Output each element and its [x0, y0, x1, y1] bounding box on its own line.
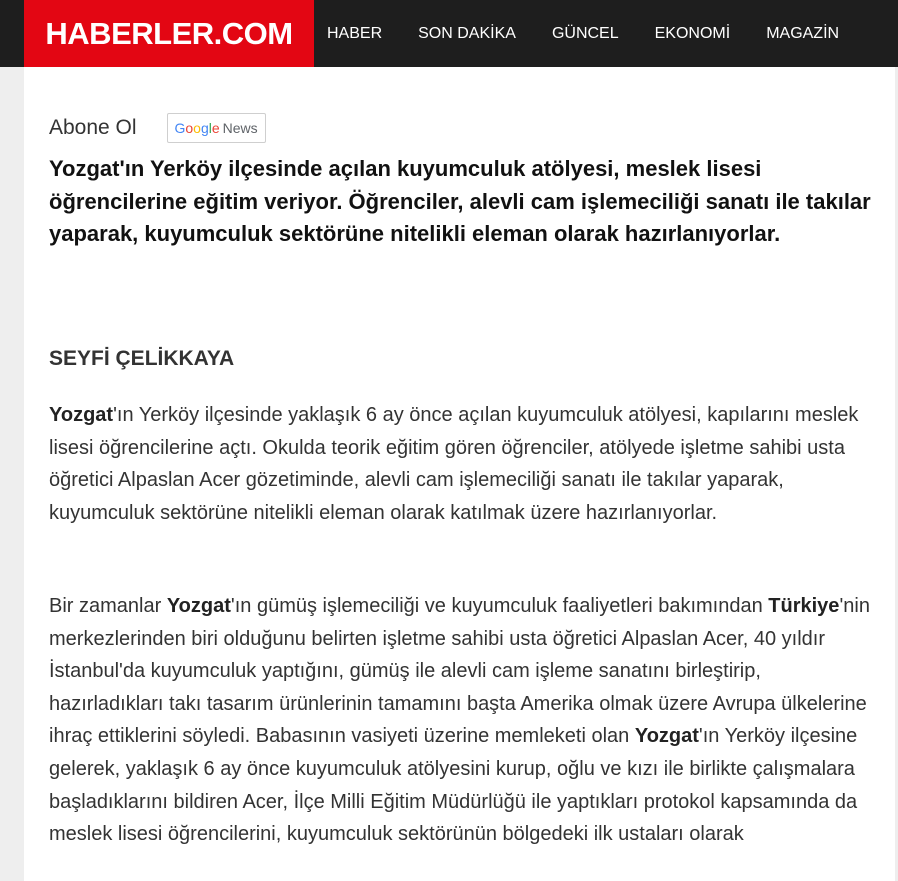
google-news-label: News	[222, 120, 258, 136]
nav-item-ekonomi[interactable]: EKONOMİ	[654, 24, 731, 42]
nav-item-magazin[interactable]: MAGAZİN	[766, 24, 840, 42]
google-news-logo: Google	[174, 120, 220, 136]
top-bar	[0, 0, 898, 67]
keyword-link[interactable]: Yozgat	[634, 725, 699, 748]
paragraph-text: 'ın Yerköy ilçesine gelerek, yaklaşık 6 ay önce kuyumculuk atölyesini kurup, oğlu ve kızı ile birlikte çalışmalara başladıklarını bildiren Acer, İlçe Milli Eğitim Müdürlüğü ile yaptıkları protokol kapsamında da meslek lisesi öğrencilerini, kuyumculuk sektörünün bölgedeki ilk ustaları olarak	[49, 725, 858, 846]
paragraph-text: 'ın gümüş işlemeciliği ve kuyumculuk faaliyetleri bakımından	[230, 595, 769, 617]
paragraph-text: 'nin merkezlerinden biri olduğunu belirten işletme sahibi usta öğretici Alpaslan Acer, 40 yıldır İstanbul'da kuyumculuk yaptığını, gümüş ile alevli cam işleme sanatını birleştirip, hazırladıkları takı tasarım ürünlerinin tamamını başta Amerika olmak üzere Avrupa ülkelerine ihraç ettiklerini söyledi. Babasının vasiyeti üzerine memleketi olan	[49, 595, 870, 748]
google-news-button[interactable]	[167, 113, 266, 143]
nav-item-haber[interactable]: HABER	[327, 24, 383, 42]
article-panel	[24, 67, 895, 881]
paragraph-text: Bir zamanlar	[49, 595, 167, 617]
keyword-link[interactable]: Türkiye	[768, 595, 840, 617]
nav-item-son-dakika[interactable]: SON DAKİKA	[418, 24, 516, 42]
paragraph-text: 'ın Yerköy ilçesinde yaklaşık 6 ay önce açılan kuyumculuk atölyesi, kapılarını meslek lisesi öğrencilerine açtı. Okulda teorik eğitim gören öğrenciler, atölyede işletme sahibi usta öğretici Alpaslan Acer gözetiminde, alevli cam işlemeciliği sanatı ile takılar yaparak, kuyumculuk sektörüne nitelikli eleman olarak katılmak üzere hazırlanıyorlar.	[49, 404, 859, 524]
nav-item-guncel[interactable]: GÜNCEL	[551, 24, 619, 42]
article-summary: Yozgat'ın Yerköy ilçesinde açılan kuyumculuk atölyesi, meslek lisesi öğrencilerine eğitim veriyor. Öğrenciler, alevli cam işlemeciliği sanatı ile takılar yaparak, kuyumculuk sektörüne nitelikli eleman olarak hazırlanıyorlar.	[49, 156, 871, 246]
keyword-link[interactable]: Yozgat	[166, 595, 231, 617]
subscribe-row	[49, 112, 266, 144]
main-nav	[314, 0, 898, 67]
article-paragraph	[49, 399, 879, 529]
article-paragraph	[49, 590, 879, 851]
site-logo[interactable]: HABERLER.COM	[24, 0, 314, 67]
subscribe-label: Abone Ol	[49, 116, 137, 139]
keyword-link[interactable]: Yozgat	[49, 404, 114, 426]
article-author: SEYFİ ÇELİKKAYA	[49, 347, 235, 370]
